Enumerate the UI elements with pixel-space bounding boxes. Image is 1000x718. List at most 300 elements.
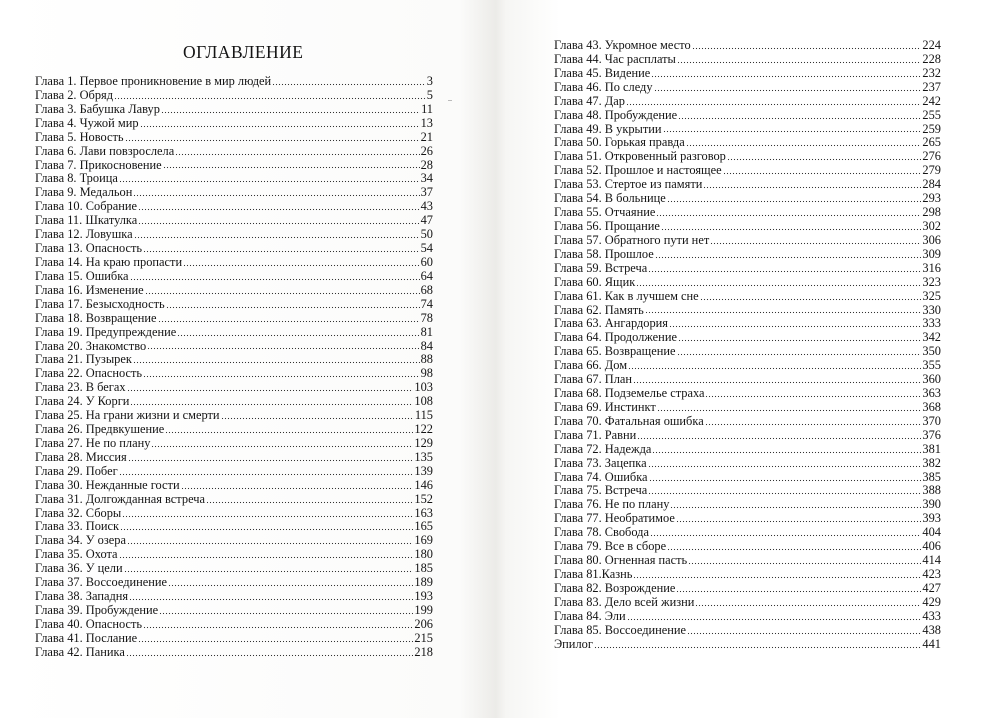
toc-entry-label: Глава 25. На грани жизни и смерти	[35, 408, 220, 423]
toc-entry	[554, 610, 941, 624]
dot-leader	[626, 103, 921, 106]
toc-entry-label: Глава 71. Равни	[554, 427, 637, 442]
toc-entry-page-number: 152	[414, 491, 433, 506]
toc-entry-page-number: 60	[420, 254, 433, 269]
toc-entry-label: Глава 15. Ошибка	[35, 268, 129, 283]
dot-leader	[163, 166, 420, 169]
toc-entry	[554, 512, 941, 526]
toc-entry-page-number: 414	[922, 553, 941, 568]
toc-entry-page-number: 47	[420, 213, 433, 228]
dot-leader	[143, 375, 420, 378]
toc-entry-page-number: 189	[414, 575, 433, 590]
dot-leader	[127, 389, 414, 392]
dot-leader	[648, 492, 921, 495]
toc-entry-page-number: 368	[922, 399, 941, 414]
toc-entry-page-number: 360	[922, 372, 941, 387]
toc-entry-page-number: 37	[420, 185, 433, 200]
toc-entry-page-number: 163	[414, 505, 433, 520]
toc-entry	[554, 624, 941, 638]
toc-entry-label: Глава 57. Обратного пути нет	[554, 232, 710, 247]
toc-entry	[35, 284, 433, 298]
toc-entry-label: Глава 76. Не по плану	[554, 497, 670, 512]
dot-leader	[145, 292, 420, 295]
toc-entry-page-number: 84	[420, 338, 433, 353]
dot-leader	[678, 117, 921, 120]
dot-leader	[138, 640, 413, 643]
dot-leader	[221, 417, 414, 420]
dot-leader	[627, 618, 922, 621]
toc-entry	[35, 256, 433, 270]
toc-entry-page-number: 393	[922, 511, 941, 526]
toc-entry-label: Глава 38. Западня	[35, 589, 129, 604]
toc-entry	[35, 312, 433, 326]
dot-leader	[677, 353, 922, 356]
toc-entry-label: Глава 55. Отчаяние	[554, 205, 656, 220]
toc-entry	[554, 234, 941, 248]
toc-entry-page-number: 284	[922, 177, 941, 192]
toc-entry-label: Глава 24. У Корги	[35, 394, 130, 409]
toc-entry-label: Глава 16. Изменение	[35, 282, 144, 297]
toc-entry-label: Глава 30. Нежданные гости	[35, 477, 180, 492]
toc-entry	[35, 159, 433, 173]
toc-entry-label: Глава 22. Опасность	[35, 366, 143, 381]
toc-entry-label: Глава 61. Как в лучшем сне	[554, 288, 699, 303]
toc-entry-label: Глава 70. Фатальная ошибка	[554, 413, 704, 428]
toc-entry	[35, 646, 433, 660]
toc-entry-page-number: 135	[414, 449, 433, 464]
toc-entry-label: Глава 13. Опасность	[35, 241, 143, 256]
dot-leader	[645, 311, 922, 314]
toc-entry	[35, 409, 433, 423]
dot-leader	[130, 403, 413, 406]
toc-entry-label: Эпилог	[554, 636, 593, 651]
toc-entry-page-number: 376	[922, 427, 941, 442]
dot-leader	[126, 654, 414, 657]
dot-leader	[663, 130, 922, 133]
toc-entry	[554, 471, 941, 485]
dot-leader	[183, 264, 420, 267]
toc-entry-label: Глава 63. Ангардория	[554, 316, 669, 331]
toc-entry-label: Глава 9. Медальон	[35, 185, 133, 200]
toc-entry-label: Глава 44. Час расплаты	[554, 51, 676, 66]
toc-entry	[35, 479, 433, 493]
dot-leader	[128, 459, 414, 462]
toc-list-left	[35, 75, 433, 660]
toc-entry-page-number: 115	[414, 408, 433, 423]
toc-entry-page-number: 406	[922, 539, 941, 554]
dot-leader	[655, 256, 922, 259]
toc-entry-label: Глава 54. В больнице	[554, 191, 666, 206]
dot-leader	[686, 144, 922, 147]
toc-entry-label: Глава 41. Послание	[35, 630, 138, 645]
toc-entry-page-number: 370	[922, 413, 941, 428]
dot-leader	[637, 437, 921, 440]
toc-entry-page-number: 3	[426, 73, 433, 88]
toc-entry-page-number: 423	[922, 567, 941, 582]
toc-entry-page-number: 309	[922, 246, 941, 261]
dot-leader	[676, 590, 921, 593]
dot-leader	[648, 270, 921, 273]
dot-leader	[161, 111, 420, 114]
toc-entry-page-number: 382	[922, 455, 941, 470]
toc-entry-page-number: 265	[922, 135, 941, 150]
toc-entry	[554, 359, 941, 373]
dot-leader	[670, 506, 921, 509]
toc-entry	[554, 415, 941, 429]
dot-leader	[703, 186, 921, 189]
toc-entry	[554, 290, 941, 304]
dot-leader	[272, 83, 426, 86]
dot-leader	[124, 570, 414, 573]
toc-entry-page-number: 433	[922, 608, 941, 623]
dot-leader	[636, 284, 921, 287]
toc-entry	[35, 590, 433, 604]
toc-entry-page-number: 363	[922, 386, 941, 401]
dot-leader	[667, 200, 922, 203]
toc-entry-page-number: 350	[922, 344, 941, 359]
toc-entry-label: Глава 33. Поиск	[35, 519, 120, 534]
toc-entry-page-number: 279	[922, 163, 941, 178]
toc-entry-page-number: 228	[922, 51, 941, 66]
print-mark	[448, 100, 452, 101]
toc-entry-label: Глава 18. Возвращение	[35, 310, 157, 325]
toc-entry	[35, 103, 433, 117]
toc-entry	[35, 340, 433, 354]
toc-entry-page-number: 242	[922, 93, 941, 108]
toc-entry-page-number: 64	[420, 268, 433, 283]
toc-entry-label: Глава 59. Встреча	[554, 260, 648, 275]
dot-leader	[125, 139, 420, 142]
toc-entry-label: Глава 4. Чужой мир	[35, 115, 139, 130]
dot-leader	[628, 367, 921, 370]
toc-entry-label: Глава 79. Все в сборе	[554, 539, 667, 554]
dot-leader	[165, 431, 413, 434]
toc-entry-page-number: 139	[414, 463, 433, 478]
dot-leader	[669, 325, 921, 328]
toc-entry-label: Глава 6. Лави повзрослела	[35, 143, 175, 158]
toc-entry-page-number: 68	[420, 282, 433, 297]
toc-entry	[35, 534, 433, 548]
dot-leader	[727, 158, 922, 161]
toc-entry-page-number: 224	[922, 37, 941, 52]
toc-entry-page-number: 13	[420, 115, 433, 130]
dot-leader	[651, 75, 921, 78]
toc-entry	[554, 554, 941, 568]
toc-entry-page-number: 441	[922, 636, 941, 651]
toc-entry-page-number: 438	[922, 622, 941, 637]
toc-entry	[554, 373, 941, 387]
toc-entry-label: Глава 37. Воссоединение	[35, 575, 168, 590]
toc-entry-page-number: 98	[420, 366, 433, 381]
toc-entry	[35, 465, 433, 479]
dot-leader	[705, 423, 922, 426]
dot-leader	[723, 172, 922, 175]
toc-entry	[554, 81, 941, 95]
toc-entry	[554, 123, 941, 137]
toc-entry	[35, 367, 433, 381]
toc-entry-label: Глава 26. Предвкушение	[35, 422, 165, 437]
toc-entry	[554, 331, 941, 345]
toc-entry-page-number: 185	[414, 561, 433, 576]
dot-leader	[151, 445, 413, 448]
toc-entry	[554, 178, 941, 192]
toc-entry-label: Глава 48. Пробуждение	[554, 107, 678, 122]
toc-entry-page-number: 21	[420, 129, 433, 144]
toc-entry-label: Глава 53. Стертое из памяти	[554, 177, 703, 192]
toc-entry-page-number: 88	[420, 352, 433, 367]
toc-entry-label: Глава 23. В бегах	[35, 380, 126, 395]
toc-entry-label: Глава 36. У цели	[35, 561, 123, 576]
toc-entry-label: Глава 17. Безысходность	[35, 296, 165, 311]
toc-entry-label: Глава 65. Возвращение	[554, 344, 676, 359]
toc-entry	[35, 131, 433, 145]
toc-entry-label: Глава 20. Знакомство	[35, 338, 147, 353]
toc-entry-label: Глава 69. Инстинкт	[554, 399, 656, 414]
dot-leader	[143, 626, 413, 629]
toc-entry-label: Глава 51. Откровенный разговор	[554, 149, 726, 164]
toc-entry-page-number: 404	[922, 525, 941, 540]
toc-entry	[35, 423, 433, 437]
toc-entry-label: Глава 47. Дар	[554, 93, 625, 108]
toc-entry	[35, 437, 433, 451]
toc-entry	[35, 548, 433, 562]
toc-entry	[554, 345, 941, 359]
toc-entry	[35, 117, 433, 131]
dot-leader	[119, 180, 420, 183]
toc-entry	[554, 53, 941, 67]
toc-entry-page-number: 259	[922, 121, 941, 136]
toc-entry-page-number: 199	[414, 603, 433, 618]
dot-leader	[633, 381, 921, 384]
toc-entry	[554, 443, 941, 457]
toc-entry-page-number: 43	[420, 199, 433, 214]
toc-entry-page-number: 385	[922, 469, 941, 484]
dot-leader	[134, 236, 420, 239]
dot-leader	[710, 242, 921, 245]
toc-entry-label: Глава 5. Новость	[35, 129, 124, 144]
toc-entry	[554, 164, 941, 178]
toc-entry	[35, 521, 433, 535]
toc-entry-label: Глава 7. Прикосновение	[35, 157, 162, 172]
dot-leader	[661, 228, 921, 231]
dot-leader	[654, 89, 922, 92]
toc-entry	[554, 192, 941, 206]
toc-entry-label: Глава 68. Подземелье страха	[554, 386, 705, 401]
toc-entry-page-number: 323	[922, 274, 941, 289]
dot-leader	[119, 556, 414, 559]
toc-entry-label: Глава 80. Огненная пасть	[554, 553, 688, 568]
toc-entry-page-number: 298	[922, 205, 941, 220]
toc-entry	[35, 200, 433, 214]
page-title: ОГЛАВЛЕНИЕ	[183, 42, 304, 62]
toc-entry	[554, 582, 941, 596]
toc-entry-label: Глава 82. Возрождение	[554, 580, 676, 595]
toc-entry-label: Глава 77. Необратимое	[554, 511, 675, 526]
toc-entry	[35, 145, 433, 159]
toc-entry	[35, 89, 433, 103]
toc-entry	[35, 507, 433, 521]
toc-entry-page-number: 54	[420, 241, 433, 256]
left-page	[0, 0, 498, 718]
dot-leader	[649, 479, 922, 482]
toc-entry-page-number: 342	[922, 330, 941, 345]
toc-entry-label: Глава 12. Ловушка	[35, 227, 133, 242]
toc-entry-label: Глава 8. Троица	[35, 171, 118, 186]
dot-leader	[138, 208, 420, 211]
dot-leader	[143, 250, 420, 253]
toc-entry-label: Глава 27. Не по плану	[35, 435, 151, 450]
toc-entry-page-number: 293	[922, 191, 941, 206]
dot-leader	[695, 604, 921, 607]
toc-entry	[554, 526, 941, 540]
toc-entry	[35, 562, 433, 576]
toc-entry	[35, 242, 433, 256]
toc-entry	[35, 451, 433, 465]
toc-entry-page-number: 390	[922, 497, 941, 512]
toc-entry-page-number: 50	[420, 227, 433, 242]
toc-entry-label: Глава 78. Свобода	[554, 525, 649, 540]
toc-entry-page-number: 74	[420, 296, 433, 311]
toc-entry	[35, 186, 433, 200]
toc-entry-page-number: 180	[414, 547, 433, 562]
toc-entry	[35, 395, 433, 409]
dot-leader	[127, 542, 413, 545]
toc-entry-label: Глава 60. Ящик	[554, 274, 636, 289]
toc-entry-page-number: 429	[922, 594, 941, 609]
toc-entry-label: Глава 72. Надежда	[554, 441, 652, 456]
toc-entry	[554, 67, 941, 81]
toc-entry-page-number: 381	[922, 441, 941, 456]
dot-leader	[676, 520, 922, 523]
dot-leader	[119, 473, 414, 476]
toc-entry	[554, 262, 941, 276]
toc-entry-label: Глава 66. Дом	[554, 358, 628, 373]
toc-list-right	[554, 39, 941, 652]
dot-leader	[667, 548, 921, 551]
dot-leader	[166, 306, 420, 309]
toc-entry-page-number: 306	[922, 232, 941, 247]
toc-entry-label: Глава 56. Прощание	[554, 218, 660, 233]
toc-entry-page-number: 388	[922, 483, 941, 498]
toc-entry	[35, 326, 433, 340]
toc-entry-page-number: 11	[421, 101, 433, 116]
toc-entry	[35, 298, 433, 312]
toc-entry	[554, 109, 941, 123]
toc-entry	[35, 381, 433, 395]
toc-entry	[554, 220, 941, 234]
toc-entry-label: Глава 11. Шкатулка	[35, 213, 138, 228]
dot-leader	[677, 61, 922, 64]
toc-entry	[554, 401, 941, 415]
dot-leader	[138, 222, 419, 225]
toc-entry-label: Глава 81.Казнь	[554, 567, 633, 582]
toc-entry	[554, 317, 941, 331]
dot-leader	[120, 528, 413, 531]
toc-entry-page-number: 26	[420, 143, 433, 158]
toc-entry	[35, 75, 433, 89]
toc-entry-label: Глава 85. Воссоединение	[554, 622, 687, 637]
toc-entry-label: Глава 46. По следу	[554, 79, 653, 94]
toc-entry	[554, 39, 941, 53]
dot-leader	[687, 632, 921, 635]
toc-entry-label: Глава 73. Зацепка	[554, 455, 647, 470]
toc-entry-page-number: 81	[420, 324, 433, 339]
toc-entry-label: Глава 34. У озера	[35, 533, 126, 548]
toc-entry	[554, 304, 941, 318]
toc-entry-label: Глава 19. Предупреждение	[35, 324, 177, 339]
dot-leader	[652, 451, 921, 454]
toc-entry-label: Глава 2. Обряд	[35, 87, 114, 102]
toc-entry	[554, 429, 941, 443]
dot-leader	[692, 47, 922, 50]
toc-entry-page-number: 330	[922, 302, 941, 317]
toc-entry-label: Глава 58. Прошлое	[554, 246, 654, 261]
dot-leader	[656, 214, 921, 217]
toc-entry-label: Глава 14. На краю пропасти	[35, 254, 183, 269]
toc-entry-page-number: 34	[420, 171, 433, 186]
toc-entry-page-number: 5	[426, 87, 433, 102]
toc-entry-label: Глава 74. Ошибка	[554, 469, 648, 484]
toc-entry-page-number: 78	[420, 310, 433, 325]
toc-entry-page-number: 122	[414, 422, 433, 437]
dot-leader	[594, 646, 922, 649]
dot-leader	[158, 320, 420, 323]
toc-entry-page-number: 108	[414, 394, 433, 409]
toc-entry-page-number: 316	[922, 260, 941, 275]
toc-entry	[554, 248, 941, 262]
toc-entry	[554, 540, 941, 554]
toc-entry-label: Глава 32. Сборы	[35, 505, 122, 520]
toc-entry-label: Глава 64. Продолжение	[554, 330, 677, 345]
toc-entry	[35, 353, 433, 367]
toc-entry	[554, 206, 941, 220]
toc-entry	[35, 228, 433, 242]
toc-entry-page-number: 276	[922, 149, 941, 164]
toc-entry-label: Глава 10. Собрание	[35, 199, 138, 214]
toc-entry-label: Глава 62. Память	[554, 302, 644, 317]
toc-entry-label: Глава 75. Встреча	[554, 483, 648, 498]
toc-entry-page-number: 146	[414, 477, 433, 492]
toc-entry-page-number: 218	[414, 644, 433, 659]
toc-entry-page-number: 355	[922, 358, 941, 373]
dot-leader	[159, 612, 413, 615]
toc-entry-label: Глава 67. План	[554, 372, 633, 387]
toc-entry-label: Глава 29. Побег	[35, 463, 118, 478]
dot-leader	[181, 487, 414, 490]
toc-entry-page-number: 237	[922, 79, 941, 94]
toc-entry-page-number: 165	[414, 519, 433, 534]
toc-entry-page-number: 193	[414, 589, 433, 604]
dot-leader	[705, 395, 921, 398]
toc-entry	[35, 632, 433, 646]
dot-leader	[650, 534, 921, 537]
toc-entry-page-number: 302	[922, 218, 941, 233]
toc-entry	[554, 498, 941, 512]
dot-leader	[122, 515, 413, 518]
dot-leader	[175, 153, 419, 156]
dot-leader	[700, 298, 922, 301]
toc-entry-label: Глава 39. Пробуждение	[35, 603, 159, 618]
toc-entry-label: Глава 84. Эли	[554, 608, 626, 623]
toc-entry-label: Глава 28. Миссия	[35, 449, 127, 464]
toc-entry	[35, 172, 433, 186]
toc-entry-label: Глава 31. Долгожданная встреча	[35, 491, 205, 506]
toc-entry	[554, 387, 941, 401]
dot-leader	[633, 576, 921, 579]
dot-leader	[206, 501, 413, 504]
toc-entry-page-number: 427	[922, 580, 941, 595]
dot-leader	[129, 598, 413, 601]
